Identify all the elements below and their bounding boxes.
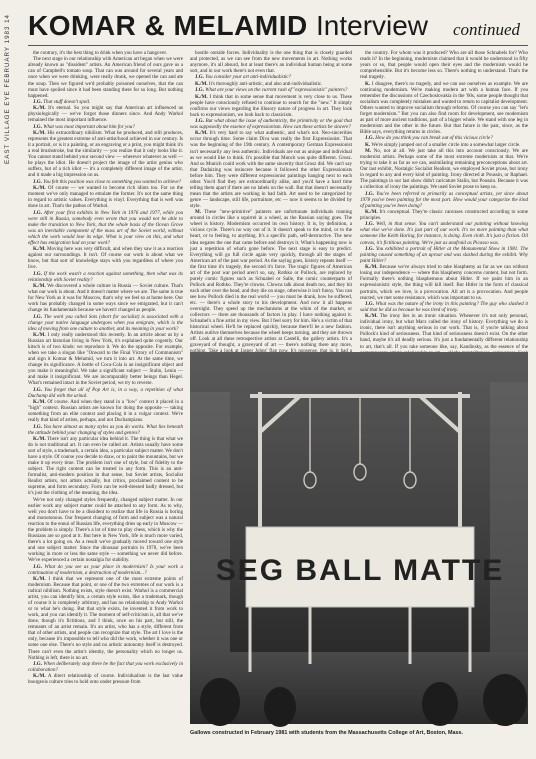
interview-answer bbox=[360, 81, 528, 135]
speaker-label: K./M. bbox=[33, 185, 46, 192]
paragraph-text: the contrary, it's the best thing to drink when you have a hangover. bbox=[33, 50, 168, 56]
page-title bbox=[28, 10, 428, 42]
speaker-label: K./M. bbox=[33, 283, 46, 290]
gallows-photo-illustration bbox=[190, 352, 528, 724]
speaker-label: K./M. bbox=[365, 264, 378, 271]
page-header bbox=[28, 10, 528, 46]
speaker-label: J.G. bbox=[195, 87, 204, 94]
speaker-label: J.G. bbox=[33, 270, 42, 277]
paragraph-text: I think that we represent one of the most extreme points of modernism. Because that point, or one of the two extremes of our work is a radical nihilism. Nothing exists, style doesn't exist. Warhol is a commercial artist, you can identify him, a certain style exists, like a trademark, though of course it is completely arbitrary, and has no relationship to Andy Warhol or to what he's doing. But that style exists, he invented it from work to work, and you can identify it. The moment of self-criticism is, all that we've done, though it's fictitious, and I think, once on his part, but still, the remnants of an artist remain. It's an artist, who has a style, different from that of other artists, and people can recognize that style. The art I love is the only, because it's impossible to tell who did the work, whether it was one or some one else. There's no style and no artistic autonomy itself is destroyed. There can't even the artist's identity, the personality which no longer us. Nothing is left, there is no art. bbox=[28, 575, 183, 661]
paragraph-text: You've been referred to primarily as conceptual artists, yet since about 1978 you've been painting for the most part. How would your categorize the kind of painting you've been doing? bbox=[360, 190, 529, 209]
paragraph-text: It's eternal. So you might say that American art influenced us physiologically — we've forgot those dinners since. And Andy Warhol remained the most important influence. bbox=[28, 105, 184, 124]
text-column-3 bbox=[360, 50, 528, 348]
paragraph-text: I disagree, there's no tragedy, and we can use ourselves as example. We are continuing modernism. We're making modern art with a human face. If you remember the discussions of Czechoslovakia in the '60s, some people thought that socialism was completely mistaken and wanted to return to capitalist development. Others wanted to improve socialism through reforms. Of course you can say "let's forget modernism." But you can also find room for development, see modernism as part of more ancient traditions, part of a bigger whole. We stand with one leg in modernism and the other in the future. But that future is the past, since, as the Bible says, everything returns in circles. bbox=[360, 80, 528, 135]
paragraph-text: It's conceptual. They're classic canvases constructed according to some principles. bbox=[360, 209, 529, 222]
paragraph-text: There isn't any particular idea behind it. The thing is that what we do is not traditional art. It can even be called art. Artists usually have some sort of style, a trademark, a certain idea, a particular subject matter. We don't have a style. Of course you decide to draw, or to paint the mountains, but we make it up every time. The problem isn't one of style, but of fidelity to the subject. The right content can be treated in any form. This is an anti-formalist, anti-modern position in that sense, but Soviet artists, Socialist Realist artists, not artists actually, but critics, proclaimed content to be supreme, and form secondary. Form can be well-dressed badly dressed, but it's just the clothing of the meaning, the idea. bbox=[28, 436, 184, 497]
speaker-label: J.G. bbox=[33, 178, 42, 185]
paragraph-text: A direct relationship of course. Individualism is the last value bourgeois culture tries to hold onto under pressure from bbox=[28, 673, 184, 686]
paragraph-text: Because we've always tried to take blasphemy as far as we can without losing our independence — where this blasphemy concerns content, but not form. Formally there's nothing blasphemous about Hitler. If we paint him in an expressionistic style, the thing will kill itself. But Hitler in the form of classical portraits, which we love, is a provocation. All art is a provocation. And people reacted, we met some resistance, which was important to us. bbox=[360, 264, 529, 301]
interview-answer bbox=[28, 283, 183, 313]
gallows-sign-text: SEG BALL MATTE bbox=[215, 554, 505, 587]
speaker-label: K./M. bbox=[365, 209, 378, 215]
speaker-label: J.G. bbox=[365, 135, 374, 142]
speaker-label: J.G. bbox=[33, 563, 42, 570]
interview-answer bbox=[28, 436, 183, 496]
interview-question bbox=[28, 179, 183, 185]
speaker-label: K. bbox=[365, 80, 371, 87]
paragraph-text: You have almost as many styles as you do works. What lies beneath the attitude behind your changing of styles and genres? bbox=[28, 423, 183, 436]
interview-answer bbox=[360, 209, 528, 221]
speaker-label: K./M. bbox=[33, 399, 46, 406]
paragraph-text: You exhibited a portrait of Hitler at the Monumental Show in 1981. The painting caused something of an uproar and was slashed during the exhibit. Why paint Hitler? bbox=[360, 245, 528, 264]
paragraph-text: the country. For whom was it produced? Who are all those Schnabels for? Who reads it? In the beginning, modernism claimed that it would be understood in fifty years or so, that people would open their eyes and the modernism would be comprehensible. But it's become less so. There's nothing to understand. That's the real tragedy. bbox=[360, 50, 528, 81]
interview-question bbox=[28, 424, 183, 436]
interview-answer bbox=[190, 81, 352, 87]
title-interview: Interview bbox=[315, 10, 429, 41]
paragraph-text: It's very hard to say what authentic, and what's not. Neo-sincerities occur through time. Some claim Diva was really the first Expressionist. That was the beginning of the 19th century. A contemporary German Expressionist isn't necessarily any less authentic. Individuals are not as unique and individual as we would like to think. It's possible that Munch was quite different. Grosz. And so Munich could work with the same sincerity that Grosz did. We can't say that Dadaizing was insincere because it followed the other Expressionists before him. They were different expressionist paintings hanging next to each other. You'd find they are extraordinarily alike, and you'd have a hard time telling them apart if there are no labels on the wall. But that doesn't necessarily mean that the artists are working in bad faith. Art used to be categorized by genre — landscape, still life, portraiture, etc — now it seems to be divided by style. bbox=[190, 130, 353, 209]
paragraph-text: But what about the issue of authenticity, the primitivity or the goal that was supposedly the essence of expressionism. How can these artists be sincere? bbox=[190, 118, 352, 131]
speaker-label: K./M. bbox=[33, 246, 46, 253]
interview-answer bbox=[28, 50, 183, 56]
paragraph-text: We've not only changed styles frequently, changed subject matter. In our earlier work any subject matter could be attached to any form. As to why, well you don't have to be a dissident to realize that life in Russia is boring and monotonous. Our frequent changing of form and subject was a natural reaction to the ennui of Russian life, everything dries up early in Moscow — the problem is simply. There's a lot of time to play chess, which is why the Russians are so good at it. But here in New York, life is much more varied, there's a lot going on. As a result we've gradually moved toward one style and one subject matter. Since the dinosaur portraits in 1978, we've been working in more or less the same style — something we never did before. We've experienced a certain nostalgia for stability. bbox=[28, 496, 184, 564]
paragraph-text: When deliberately stop there be the fact that you work exclusively in collaboration? bbox=[28, 660, 183, 673]
interview-question bbox=[28, 661, 183, 673]
paragraph-text: What was the nature of the irony in this painting? The guy who slashed it said that he did so because he was tired of irony. bbox=[360, 300, 528, 313]
speaker-label: J.G. bbox=[365, 300, 374, 307]
paragraph-text: What do you see as your place in modernism? Is your work a continuation of modernism, a destruction of modernism...? bbox=[28, 563, 184, 576]
paragraph-text: Well, in that sense. You can't understand our painting without knowing what else we've done. It's just part of our work. It's no more painting than what someone like Keith Haring, for instance, is doing. Even cloth. It's just a fiction. Oil canvas, it's fictitious painting. We're just as unafraid as Picasso was. bbox=[360, 221, 528, 246]
speaker-label: J.G. bbox=[33, 123, 42, 130]
interview-question bbox=[28, 314, 183, 332]
interview-question bbox=[360, 246, 528, 264]
paragraph-text: How do you think you can break out of this vicious circle? bbox=[375, 135, 493, 142]
text-column-1 bbox=[28, 50, 183, 754]
speaker-label: K./M. bbox=[33, 105, 46, 112]
paragraph-text: Moving here was very difficult, and when they saw it as a reaction against our surroundings. It isn't. Of course our work is about what we know, but that sort of knowledge stays with you regardless of where you live. bbox=[28, 246, 183, 271]
paragraph-text: I only really understood this recently. In an article about us by a Russian art historian living in New York, it's explained quite cogently. Our kitsch is of two kinds: we reproduce it. We do the opposite. For example, when we take a slogan like "Onward to the Final Victory of Communism" and sign it Komar & Melamid, we turn it into art. At the same time, we change its significance. A bottle of Coca-Cola is an insignificant object and you make it meaningful. We take a significant subject — Stalin, Lenin — and make it insignificant. We are incomparably better beings than Hegel. What's remained intact in the Soviet period, we try to reverse. bbox=[28, 332, 183, 387]
interview-answer bbox=[360, 142, 528, 148]
speaker-label: M. bbox=[365, 147, 372, 154]
speaker-label: J.G. bbox=[195, 74, 204, 81]
paragraph-text: Of course. And when they stand in a "low" context it placed in a "high" context. Russian artists are known for doing the opposite — taking something from an elite context and placing it in a vulgar context. We're really that kind of artists, perhaps, and not Duchampians. bbox=[28, 399, 184, 424]
paragraph-text: Of course — we wanted to become rich idiots too. For us the moment we've only managed to emulate the former. It's not the same thing in regard to artistic values. Everything is vinyl. Everything that is well was done in art. That's the pathos of Warhol. bbox=[28, 185, 184, 210]
interview-question bbox=[28, 210, 183, 246]
paragraph-text: You consider your art anti-individualistic? bbox=[205, 74, 292, 81]
speaker-label: K./M. bbox=[33, 436, 46, 442]
title-main: KOMAR & MELAMID bbox=[28, 10, 308, 41]
speaker-label: K./M. bbox=[33, 575, 46, 582]
speaker-label: K./M. bbox=[33, 130, 46, 137]
interview-answer bbox=[28, 105, 183, 123]
interview-question bbox=[360, 191, 528, 209]
paragraph-text: After your first exhibits in New York in 1976 and 1977, while you were still in Russia, somebody even wrote that you would not be able to make the transition to New York, that the whole basis of the Ocean Grove was an inevitable component of the mass art of the Soviet world, without which the work would lose its edge. What is your view on this, and what effect has emigration had on your work? bbox=[28, 209, 184, 246]
speaker-label: J.G. bbox=[33, 660, 42, 667]
paragraph-text: What are your views on the current rash of "expressionistic" painters? bbox=[205, 87, 348, 94]
speaker-label: J.G. bbox=[365, 245, 374, 252]
speaker-label: J.G. bbox=[365, 190, 374, 197]
photo-caption: Gallows constructed in February 1981 with students from the Massachusetts College of Art, Boston, Mass. bbox=[190, 730, 463, 736]
paragraph-text: The next stage in our relationship with American art began when we were already known as "dissident" artists. An American friend of ours gave us a can of Campbell's tomato soup. That can was around for several years and once when we were drinking, were really drunk, we opened the can and ate the soup. Then we figured we'd probably poisoned ourselves, that the can must have spoiled since it had been standing there for so long. But nothing happened. bbox=[28, 56, 183, 99]
speaker-label: K./M. bbox=[33, 673, 46, 680]
paragraph-text: You felt this position was close to something you wanted to achieve? bbox=[43, 178, 182, 185]
interview-question bbox=[360, 135, 528, 141]
speaker-label: J.G. bbox=[365, 221, 374, 228]
gallows-photo bbox=[190, 352, 528, 724]
interview-question bbox=[28, 271, 183, 283]
speaker-label: K./M. bbox=[365, 313, 378, 320]
paragraph-text: We're simply jumped out of a smaller circle into a somewhat larger circle. bbox=[371, 141, 521, 148]
paragraph-text: These "new-primitive" painters are unfortunate individuals running around in circles like a squirrel in a wheel, as the Russian saying goes. The wheel is history. Modernism occurred its own history. It is, by definition, a vicious cycle. There's no way out of it. It doesn't speak to the mind, or to the heart, or to feeling, to anything. It's a specific path, self-destructive. The new idea negates the one that came before and destroys it. What's happening now is just a repetition of what's gone before. The next stage is easy to predict. Everything will go full circle again very quickly, through all the stages of American art of the past war period. As the saying goes, history repeats itself — the first time it's tragedy, the second it's farce. The tragic figures of American art of the post war period aren't so, say, Rothko or Pollock, are replaced by purely comic figures such as Schnabel or Salle, the comic counterparts of Pollock and Rothko. They're clowns. Clowns talk about death too, and they hit each other over the head, and they die on stage, otherwise it isn't funny. You can see how Pollock died in the real world — you must he drank, how he suffered, etc. — there's a whole story to his development. And now it all happens overnight. They speed up the mechanisms at the whim of the market, or collectors — there are thousands of factors in play. I have nothing against it. Schnabel's a fine artist in my view. But I feel sorry for him. He's a victim of that historical wheel. He'll be replaced quickly, because there'll be a new fashion. Artists outlive themselves because the wheel keeps turning, and they are thrown off. Look at all these retrospective artists at Castelli, the gallery artists. It's a graveyard of thought, a graveyard of art — there's nothing there any more, bbox=[190, 209, 352, 349]
interview-answer bbox=[360, 264, 528, 300]
interview-answer bbox=[28, 185, 183, 209]
paragraph-text: I think that in some sense that movement is very close to us. These people have consciously refused to continue to search for the "new." It simply confirms our views regarding the illusory nature of progress in art. They look back to expressionism, we look back to classicism. bbox=[190, 93, 352, 118]
header-rule bbox=[28, 45, 528, 46]
interview-answer bbox=[28, 576, 183, 661]
speaker-label: K./M. bbox=[33, 332, 46, 339]
speaker-label: J.G. bbox=[33, 423, 42, 430]
interview-answer bbox=[190, 130, 352, 209]
interview-answer bbox=[28, 497, 183, 564]
interview-question bbox=[28, 124, 183, 130]
speaker-label: M. bbox=[195, 209, 202, 216]
speaker-label: J.G. bbox=[195, 118, 204, 124]
paragraph-text: No, not at all. We just take all this into account consciously. We are modernist artists. Perhaps some of the most extreme modernists at that. We're trying to take it as far as we can, assimilating remaining preconceptions about art. Our last exhibit, Nostalgic Socialist Realism, we employed Soviet prose, but irony in regard to any and every kind of painting. Irony directed at Poussin, or Raphael. The paintings in our last show didn't caricature Stalin, but Poussin. Because it was a collection of irony the paintings. We used Soviet prose to keep us. bbox=[360, 147, 528, 191]
paragraph-text: What was most important about him for you? bbox=[43, 123, 135, 130]
interview-answer bbox=[360, 50, 528, 80]
interview-question bbox=[28, 564, 183, 576]
paragraph-text: The work you called Sots (short for socialist) is associated with a change your native language undergoes when you emigrate, which is the idea of moving from one culture to another, and its meaning in your work? bbox=[28, 313, 183, 332]
interview-answer bbox=[28, 246, 183, 270]
speaker-label: K. bbox=[365, 141, 371, 148]
issue-side-label: EAST VILLAGE EYE FEBRUARY 1983 14 bbox=[4, 14, 11, 164]
paragraph-text: It's thoroughly anti-artistic, and also anti-individualistic. bbox=[208, 80, 323, 87]
text-column-2 bbox=[190, 50, 352, 348]
interview-answer bbox=[28, 399, 183, 423]
interview-answer bbox=[190, 50, 352, 74]
interview-answer bbox=[360, 148, 528, 190]
paragraph-text: That stuff doesn't spoil. bbox=[43, 98, 91, 105]
interview-answer bbox=[28, 332, 183, 386]
interview-question bbox=[28, 387, 183, 399]
paragraph-text: If the work wasn't a reaction against something, then what was its relationship with Soviet reality? bbox=[28, 270, 184, 283]
interview-question bbox=[190, 87, 352, 93]
paragraph-text: hostile outside forces. Individuality is the one thing that is closely guarded and protected, as we can see from the new movements in art. Nothing works anymore, it's all absurd, but at least there's an individual human being at some sort, and in our work there's not even that. bbox=[190, 50, 352, 75]
interview-answer bbox=[28, 56, 183, 98]
interview-question bbox=[190, 118, 352, 130]
interview-question bbox=[360, 301, 528, 313]
interview-answer bbox=[190, 94, 352, 118]
paragraph-text: The irony lies in an ironic situation. Whenever it's not only personal, individual irony, but what Marx called the irony of history. Everything we do is ironic, there isn't anything serious in our work. That is, if you're talking about Pollock's kind of seriousness. That kind of seriousness doesn't exist. On the other hand, maybe it's all deadly serious. It's just a fundamentally different relationship to art, that's all. If you take someone like, say, Kandinsky, as the essence of the bbox=[360, 313, 528, 350]
paragraph-text: You forget that all of Pop Art is, in a way, a repetition of what Duchamp did with the urinal. bbox=[28, 386, 184, 399]
speaker-label: J.G. bbox=[33, 98, 42, 105]
speaker-label: K./M. bbox=[195, 80, 208, 87]
interview-answer bbox=[28, 130, 183, 178]
speaker-label: K./M. bbox=[195, 93, 208, 100]
speaker-label: J.G. bbox=[33, 209, 42, 216]
interview-answer bbox=[28, 673, 183, 685]
speaker-label: J.G. bbox=[33, 386, 42, 393]
paragraph-text: We discovered a whole culture in Russia — Soviet culture. That's what our work is about. And it doesn't matter where we are. The same is true for New York as it was for Moscow, that's why we feel so at home here. Our work has probably changed in some ways since we emigrated, but it can't change its fundamentals because we haven't changed as people. bbox=[28, 283, 183, 314]
interview-question bbox=[190, 74, 352, 80]
speaker-label: J.G. bbox=[33, 313, 42, 320]
speaker-label: K./M. bbox=[195, 130, 208, 137]
interview-question bbox=[360, 221, 528, 245]
paragraph-text: His extraordinary nihilism. What he produced, and still produces, represents the greatest extreme of anti-artist/hood achieved in our century. Is it a portrait, or is it a painting, or an engraving or a print, you might think it's a real brushstroke, but the similarity — you realize that it only looks like it. You cannot stand behind your second view — wherever whatever as well — he plays the idiot. He doesn't project the image of the artist genius who suffers, but of a rich idiot — it's a completely different image of the artist, and it made a big impression on us. bbox=[28, 130, 184, 179]
continued-label: continued bbox=[452, 20, 520, 39]
